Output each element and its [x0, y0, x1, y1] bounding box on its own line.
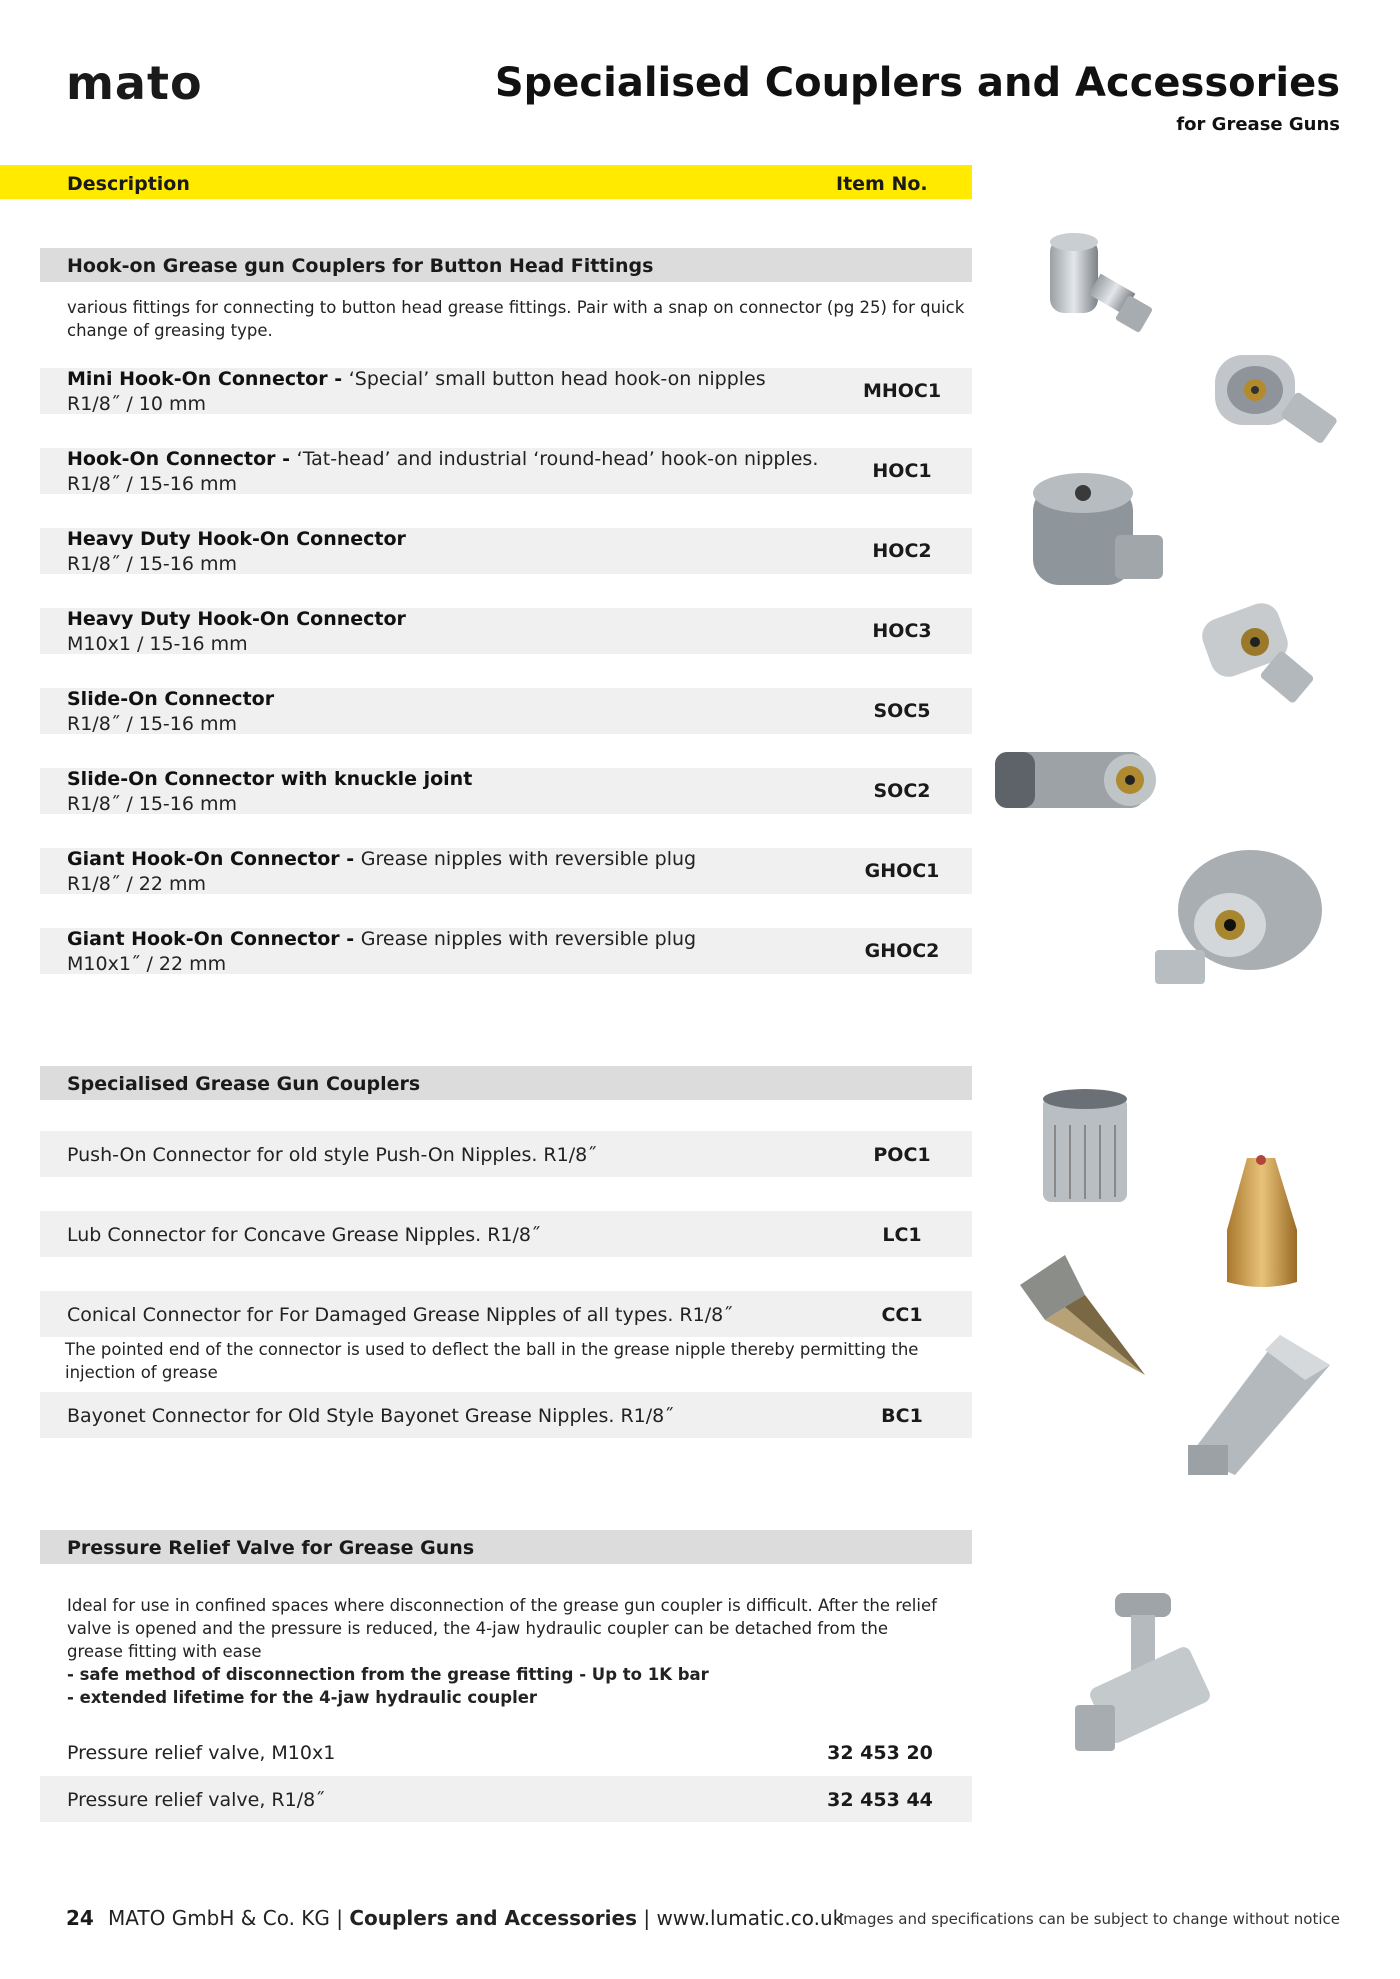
product-name: Heavy Duty Hook-On Connector — [67, 608, 406, 630]
hook-on-connector-image — [1205, 345, 1345, 465]
section-title-hook-on: Hook-on Grease gun Couplers for Button Head Fittings — [67, 255, 654, 277]
product-desc: Push-On Connector for old style Push-On Nipples. R1/8˝ — [67, 1144, 597, 1166]
product-name: Slide-On Connector — [67, 688, 275, 710]
bullet-extended-lifetime: - extended lifetime for the 4-jaw hydraulic coupler — [67, 1688, 538, 1707]
item-number: SOC5 — [873, 700, 931, 722]
item-number: LC1 — [882, 1224, 922, 1246]
item-number: BC1 — [881, 1405, 923, 1427]
item-number: 32 453 44 — [827, 1789, 933, 1811]
product-desc: Grease nipples with reversible plug — [360, 848, 697, 870]
product-desc: Conical Connector for For Damaged Grease Nipples of all types. R1/8˝ — [67, 1304, 733, 1326]
conical-connector-image — [1010, 1245, 1155, 1385]
product-spec: R1/8˝ / 15-16 mm — [67, 473, 238, 495]
lub-connector-image — [1215, 1150, 1310, 1295]
product-spec: M10x1 / 15-16 mm — [67, 633, 248, 655]
product-desc: Bayonet Connector for Old Style Bayonet Grease Nipples. R1/8˝ — [67, 1405, 674, 1427]
brand-logo: mato — [66, 56, 203, 110]
section-title-specialised: Specialised Grease Gun Couplers — [67, 1073, 421, 1095]
product-desc: ‘Tat-head’ and industrial ‘round-head’ hook-on nipples. — [296, 448, 819, 470]
product-desc: Grease nipples with reversible plug — [360, 928, 697, 950]
bayonet-connector-image — [1180, 1325, 1340, 1490]
mini-hook-on-connector-image — [1040, 230, 1160, 345]
heavy-duty-hook-on-connector-hoc2-image — [1025, 465, 1175, 605]
product-name: Giant Hook-On Connector - — [67, 848, 361, 870]
footer-section: Couplers and Accessories — [349, 1906, 637, 1930]
product-name: Mini Hook-On Connector - — [67, 368, 349, 390]
item-number: 32 453 20 — [827, 1742, 933, 1764]
footer-separator: | — [637, 1906, 657, 1930]
product-desc: Lub Connector for Concave Grease Nipples. R1/8˝ — [67, 1224, 541, 1246]
section-title-relief-valve: Pressure Relief Valve for Grease Guns — [67, 1537, 475, 1559]
conical-note: The pointed end of the connector is used to deflect the ball in the grease nipple thereby permitting the injection of grease — [65, 1340, 919, 1382]
product-spec: R1/8˝ / 15-16 mm — [67, 713, 238, 735]
slide-on-connector-image — [990, 730, 1170, 830]
item-number: CC1 — [881, 1304, 923, 1326]
product-desc: Pressure relief valve, M10x1 — [67, 1742, 336, 1764]
footer-company: MATO GmbH & Co. KG | — [108, 1906, 350, 1930]
page-title: Specialised Couplers and Accessories — [494, 60, 1340, 106]
item-number: GHOC1 — [864, 860, 940, 882]
section-intro-hook-on: various fittings for connecting to button head grease fittings. Pair with a snap on connector (pg 25) for quick change of greasing type. — [67, 298, 965, 340]
item-number: GHOC2 — [864, 940, 940, 962]
item-number: HOC3 — [872, 620, 932, 642]
page-number: 24 — [66, 1906, 94, 1930]
footer-url-link[interactable]: www.lumatic.co.uk — [656, 1906, 845, 1930]
giant-hook-on-connector-image — [1150, 840, 1330, 1000]
product-name: Giant Hook-On Connector - — [67, 928, 361, 950]
bullet-safe-disconnection: - safe method of disconnection from the grease fitting - Up to 1K bar — [67, 1665, 709, 1684]
product-spec: R1/8˝ / 22 mm — [67, 873, 206, 895]
product-spec: M10x1˝ / 22 mm — [67, 953, 227, 975]
item-number: MHOC1 — [862, 380, 942, 402]
column-header-item-no: Item No. — [836, 173, 928, 195]
product-desc: ‘Special’ small button head hook-on nipples — [348, 368, 766, 390]
item-number: SOC2 — [873, 780, 931, 802]
item-number: POC1 — [873, 1144, 931, 1166]
footer-credit — [108, 1906, 844, 1930]
push-on-connector-image — [1035, 1085, 1135, 1210]
product-spec: R1/8˝ / 15-16 mm — [67, 793, 238, 815]
pressure-relief-valve-image — [1075, 1585, 1215, 1775]
product-name: Hook-On Connector - — [67, 448, 297, 470]
product-spec: R1/8˝ / 10 mm — [67, 393, 206, 415]
section-intro-relief-valve: Ideal for use in confined spaces where disconnection of the grease gun coupler is difficult. After the relief valve is opened and the pressure is reduced, the 4-jaw hydraulic coupler can be detached from the grease fitting with ease — [67, 1596, 937, 1661]
product-desc: Pressure relief valve, R1/8˝ — [67, 1789, 325, 1811]
product-spec: R1/8˝ / 15-16 mm — [67, 553, 238, 575]
product-name: Heavy Duty Hook-On Connector — [67, 528, 406, 550]
item-number: HOC1 — [872, 460, 932, 482]
page-subtitle: for Grease Guns — [1176, 114, 1340, 135]
column-header-description: Description — [67, 173, 190, 195]
item-number: HOC2 — [872, 540, 932, 562]
heavy-duty-hook-on-connector-hoc3-image — [1195, 590, 1325, 720]
product-name: Slide-On Connector with knuckle joint — [67, 768, 473, 790]
footer-disclaimer: Images and specifications can be subject to change without notice — [838, 1910, 1340, 1928]
